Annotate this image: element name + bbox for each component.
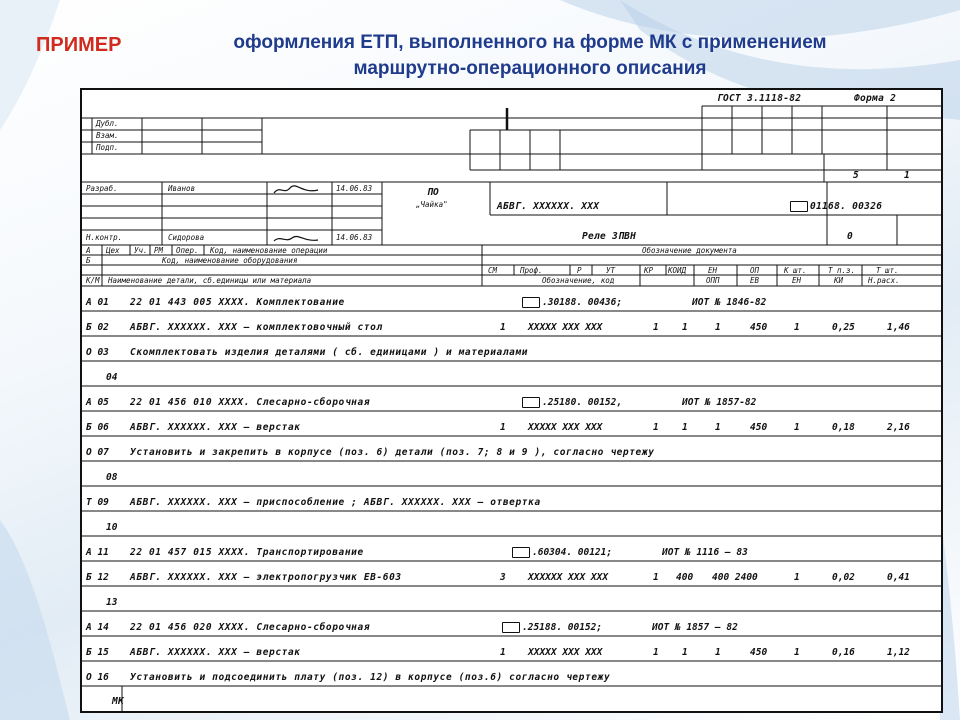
row-number: 08 [106, 472, 118, 483]
document-icon [790, 201, 808, 212]
document-code: 01168. 00326 [810, 201, 883, 212]
row-value: 1,12 [887, 647, 910, 658]
col-sm: СМ [488, 266, 498, 275]
document-icon [502, 622, 520, 633]
col-operation-desc: Код, наименование операции [210, 246, 328, 255]
document-icon [512, 547, 530, 558]
row-value: 1 [682, 422, 688, 433]
row-number: О 16 [86, 672, 109, 683]
signature-role-1: Разраб. [86, 184, 118, 193]
marker-b: Б [86, 256, 91, 265]
col-rm: РМ [154, 246, 164, 255]
row-text: АБВГ. XXXXXX. XXX – электропогрузчик ЕВ-603 [130, 572, 402, 583]
row-number: Б 02 [86, 322, 109, 333]
example-label: ПРИМЕР [36, 34, 122, 56]
row-text: Установить и подсоединить плату (поз. 12) в корпусе (поз.6) согласно чертежу [130, 672, 611, 683]
row-value: 450 [750, 322, 768, 333]
document-icon [522, 297, 540, 308]
row-doc-field [522, 397, 622, 408]
title-line-2: маршрутно-операционного описания [353, 58, 707, 79]
row-number: А 11 [86, 547, 109, 558]
marker-kn: К/М [86, 276, 100, 285]
col-ki: КИ [834, 276, 844, 285]
row-text: Скомплектовать изделия деталями ( сб. единицами ) и материалами [130, 347, 529, 358]
row-number: А 01 [86, 297, 109, 308]
row-number: Т 09 [86, 497, 109, 508]
org-name: „Чайка" [416, 200, 448, 209]
row-value: 1 [794, 647, 800, 658]
row-text: 22 01 443 005 XXXX. Комплектование [130, 297, 345, 308]
row-value: 0,18 [832, 422, 855, 433]
signature-date-1: 14.06.83 [336, 184, 373, 193]
row-text: АБВГ. XXXXXX. XXX – приспособление ; АБВГ. XXXXXX. XXX – отвертка [130, 497, 541, 508]
col-r: Р [577, 266, 582, 275]
row-doc: .25188. 00152; [522, 622, 603, 633]
row-value: 1 [653, 322, 659, 333]
col-kr: КР [644, 266, 654, 275]
org-label: ПО [427, 187, 440, 198]
title-line-1: оформления ЕТП, выполненного на форме МК с применением [233, 32, 827, 53]
row-value: 1 [682, 322, 688, 333]
row-doc-field [502, 622, 602, 633]
row-iot: ИОТ № 1846-82 [692, 297, 767, 308]
row-value: 0,16 [832, 647, 855, 658]
col-k-sht: К шт. [784, 266, 807, 275]
document-icon [522, 397, 540, 408]
col-koid: КОИД [668, 266, 687, 275]
row-doc: .60304. 00121; [532, 547, 613, 558]
route-card-form [80, 88, 943, 713]
col-t-sht: Т шт. [876, 266, 899, 275]
row-value: 450 [750, 422, 768, 433]
form-footer-code: МК [112, 696, 125, 707]
sheets-total: 1 [904, 170, 911, 181]
row-number: Б 12 [86, 572, 109, 583]
signature-role-2: Н.контр. [86, 233, 123, 242]
col-en-2: ЕН [792, 276, 802, 285]
row-value: XXXXXX XXX XXX [528, 572, 609, 583]
row-number: 04 [106, 372, 118, 383]
row-doc-field [512, 547, 612, 558]
row-value: XXXXX XXX XXX [528, 422, 603, 433]
row-value: 1 [500, 422, 506, 433]
row-value: 0,25 [832, 322, 855, 333]
row-value: 1 [715, 322, 721, 333]
col-t-pz: Т п.з. [828, 266, 856, 275]
row-value: 1,46 [887, 322, 910, 333]
col-n-rash: Н.расх. [868, 276, 900, 285]
document-code-field [790, 201, 882, 212]
row-text: 22 01 456 010 XXXX. Слесарно-сборочная [130, 397, 371, 408]
row-iot: ИОТ № 1857-82 [682, 397, 757, 408]
side-label-vzam: Взам. [96, 131, 119, 140]
signature-name-2: Сидорова [168, 233, 205, 242]
row-number: 10 [106, 522, 118, 533]
signature-name-1: Иванов [168, 184, 196, 193]
row-value: 1 [682, 647, 688, 658]
row-value: 1 [794, 422, 800, 433]
row-number: О 07 [86, 447, 109, 458]
row-text: 22 01 457 015 XXXX. Транспортирование [130, 547, 364, 558]
row-number: О 03 [86, 347, 109, 358]
row-number: Б 15 [86, 647, 109, 658]
row-value: 0,02 [832, 572, 855, 583]
row-value: 1 [715, 647, 721, 658]
row-value: 1 [500, 322, 506, 333]
col-prof: Проф. [520, 266, 543, 275]
row-text: 22 01 456 020 XXXX. Слесарно-сборочная [130, 622, 371, 633]
form-number: Форма 2 [854, 93, 897, 104]
row-value: 400 [676, 572, 694, 583]
col-opp: ОПП [706, 276, 720, 285]
col-op: ОП [750, 266, 760, 275]
row-text: АБВГ. XXXXXX. XXX – верстак [130, 422, 301, 433]
product-code: АБВГ. XXXXXX. XXX [497, 201, 600, 212]
side-label-podp: Подп. [96, 143, 119, 152]
col-en: ЕН [708, 266, 718, 275]
row-number: 13 [106, 597, 118, 608]
signature-scribble-1 [272, 184, 322, 196]
sheet-number: 5 [853, 170, 860, 181]
side-label-dubl: Дубл. [96, 119, 119, 128]
product-name: Реле ЗПВН [582, 231, 637, 242]
col-ev: ЕВ [750, 276, 760, 285]
row-text: Установить и закрепить в корпусе (поз. 6) детали (поз. 7; 8 и 9 ), согласно чертежу [130, 447, 655, 458]
col-ut: УТ [606, 266, 616, 275]
col-material-desc: Наименование детали, сб.единицы или материала [108, 276, 312, 285]
signature-scribble-2 [272, 233, 322, 245]
row-number: А 05 [86, 397, 109, 408]
signature-date-2: 14.06.83 [336, 233, 373, 242]
row-value: XXXXX XXX XXX [528, 647, 603, 658]
row-doc: .30188. 00436; [542, 297, 623, 308]
row-value: 2,16 [887, 422, 910, 433]
col-document-label: Обозначение документа [642, 246, 737, 255]
row-value: 1 [653, 572, 659, 583]
row-doc-field [522, 297, 622, 308]
row-value: XXXXX XXX XXX [528, 322, 603, 333]
row-text: АБВГ. XXXXXX. XXX – комплектовочный стол [130, 322, 383, 333]
row-number: Б 06 [86, 422, 109, 433]
col-oper: Опер. [176, 246, 199, 255]
row-iot: ИОТ № 1116 – 83 [662, 547, 748, 558]
col-equipment-desc: Код, наименование оборудования [162, 256, 298, 265]
row-number: А 14 [86, 622, 109, 633]
row-value: 1 [653, 647, 659, 658]
row-value: 400 2400 [712, 572, 758, 583]
sheet-field: 0 [847, 231, 854, 242]
col-ceh: Цех [106, 246, 120, 255]
marker-a: А [86, 246, 91, 255]
row-value: 0,41 [887, 572, 910, 583]
row-value: 450 [750, 647, 768, 658]
row-value: 1 [794, 572, 800, 583]
row-doc: .25180. 00152, [542, 397, 623, 408]
row-text: АБВГ. XXXXXX. XXX – верстак [130, 647, 301, 658]
row-value: 1 [653, 422, 659, 433]
row-value: 1 [715, 422, 721, 433]
col-designation-code: Обозначение, код [542, 276, 615, 285]
row-value: 3 [500, 572, 506, 583]
gost-label: ГОСТ 3.1118-82 [717, 93, 802, 104]
row-iot: ИОТ № 1857 – 82 [652, 622, 738, 633]
row-value: 1 [500, 647, 506, 658]
col-uch: Уч. [134, 246, 148, 255]
row-value: 1 [794, 322, 800, 333]
slide-title [150, 30, 910, 82]
